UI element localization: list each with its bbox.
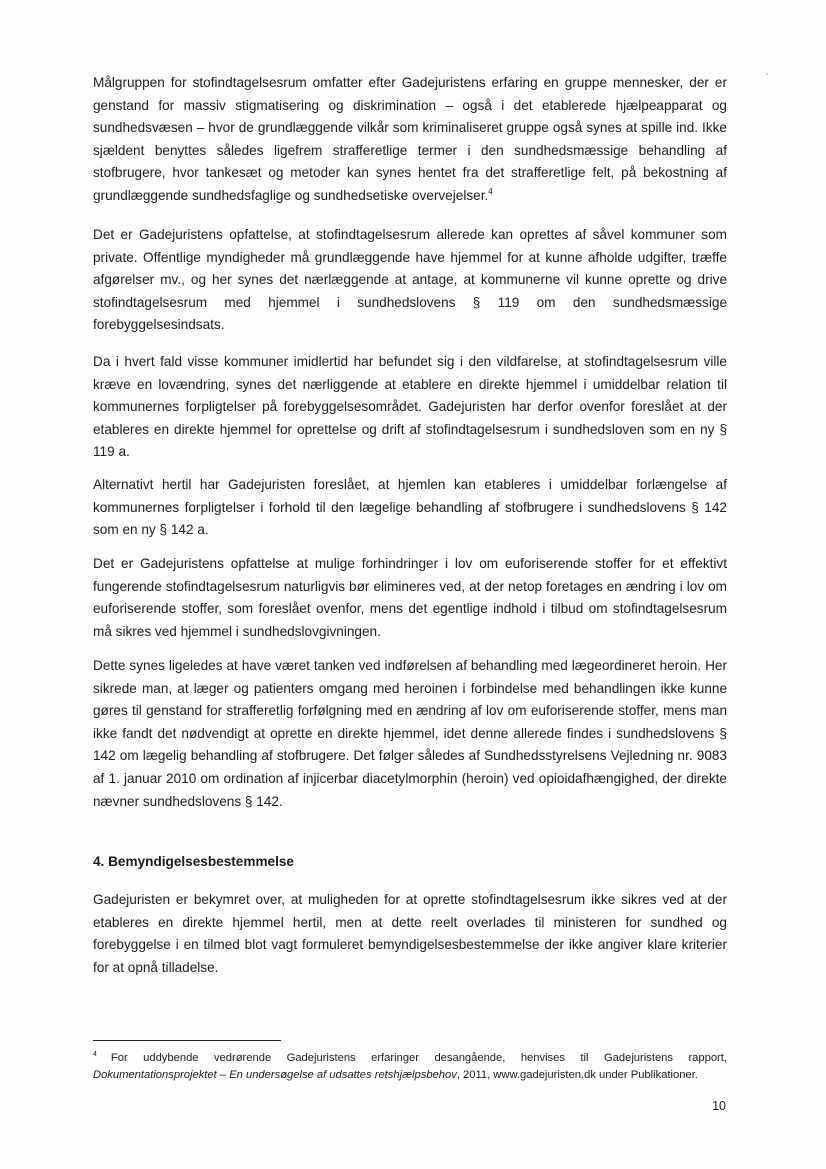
scan-speck [766, 73, 768, 75]
paragraph-text: Målgruppen for stofindtagelsesrum omfatter efter Gadejuristens erfaring en gruppe mennesker, der er genstand for massiv stigmatisering og diskrimination – også i det etablerede hjælpeapparat og sundhedsvæsen – hvor de grundlæggende vilkår som kriminaliseret gruppe også synes at spille ind. Ikke sjældent benyttes således ligefrem strafferetlige termer i den sundhedsmæssige behandling af stofbrugere, hvor tankesæt og metoder kan synes hentet fra det strafferetlige felt, på bekostning af grundlæggende sundhedsfaglige og sundhedsetiske overvejelser. [93, 75, 727, 203]
paragraph-target-group [93, 72, 727, 208]
page-number: 10 [712, 1099, 726, 1113]
footnote-reference[interactable]: 4 [488, 186, 493, 196]
footnote [93, 1050, 727, 1083]
paragraph-authorization: Gadejuristen er bekymret over, at muligheden for at oprette stofindtagelsesrum ikke sikres ved at der etableres en direkte hjemmel hertil, men at dette reelt overlades til ministeren for sundhed og forebyggelse i en tilmed blot vagt formuleret bemyndigelsesbestemmelse der ikke angiver klare kriterier for at opnå tilladelse. [93, 892, 727, 975]
paragraph-legal-basis: Det er Gadejuristens opfattelse, at stofindtagelsesrum allerede kan oprettes af såvel kommuner som private. Offentlige myndigheder må grundlæggende have hjemmel for at kunne afholde udgifter, træffe afgørelser mv., og her synes det nærlæggende at antage, at kommunerne vil kunne oprette og drive stofindtagelsesrum med hjemmel i sundhedslovens § 119 om den sundhedsmæssige forebyggelsesindsats. [93, 227, 727, 333]
footnote-text-after: , 2011, www.gadejuristen.dk under Publikationer. [456, 1068, 698, 1081]
paragraph-obstacles: Det er Gadejuristens opfattelse at mulige forhindringer i lov om euforiserende stoffer for et effektivt fungerende stofindtagelsesrum naturligvis bør elimineres ved, at der netop foretages en ændring i lov om euforiserende stoffer, som foreslået ovenfor, mens det egentlige indhold i tilbud om stofindtagelsesrum må sikres ved hjemmel i sundhedslovgivningen. [93, 556, 727, 639]
paragraph-alternative: Alternativt hertil har Gadejuristen foreslået, at hjemlen kan etableres i umiddelbar forlængelse af kommunernes forpligtelser i forhold til den lægelige behandling af stofbrugere i sundhedslovens § 142 som en ny § 142 a. [93, 477, 727, 538]
paragraph-heroin-treatment: Dette synes ligeledes at have været tanken ved indførelsen af behandling med lægeordineret heroin. Her sikrede man, at læger og patienters omgang med heroinen i forbindelse med behandlingen ikke kunne gøres til genstand for strafferetlig forfølgning med en ændring af lov om euforiserende stoffer, mens man ikke fandt det nødvendigt at oprette en direkte hjemmel, idet denne allerede findes i sundhedslovens § 142 om lægelig behandling af stofbrugere. Det følger således af Sundhedsstyrelsens Vejledning nr. 9083 af 1. januar 2010 om ordination af injicerbar diacetylmorphin (heroin) ved opioidafhængighed, der direkte nævner sundhedslovens § 142. [93, 658, 727, 809]
footnote-divider [93, 1040, 281, 1041]
footnote-number: 4 [93, 1051, 97, 1058]
section-heading: 4. Bemyndigelsesbestemmelse [93, 854, 294, 869]
footnote-report-title: Dokumentationsprojektet – En undersøgelse af udsattes retshjælpsbehov [93, 1068, 457, 1081]
footnote-text-before: For uddybende vedrørende Gadejuristens erfaringer desangående, henvises til Gadejuristens rapport, [110, 1052, 727, 1064]
paragraph-municipalities: Da i hvert fald visse kommuner imidlertid har befundet sig i den vildfarelse, at stofindtagelsesrum ville kræve en lovændring, synes det nærliggende at etablere en direkte hjemmel i umiddelbar relation til kommunernes forpligtelser på forebyggelsesområdet. Gadejuristen har derfor ovenfor foreslået at der etableres en direkte hjemmel for oprettelse og drift af stofindtagelsesrum i sundhedsloven som en ny § 119 a. [93, 354, 727, 460]
